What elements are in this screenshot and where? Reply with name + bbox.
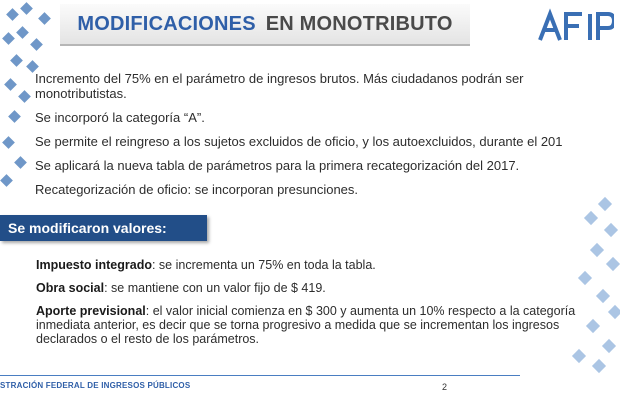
detail-text: : se incrementa un 75% en toda la tabla.: [151, 258, 376, 272]
page-title: [77, 13, 452, 36]
footer-divider: [0, 375, 520, 376]
logo-text: AFIP: [536, 8, 539, 9]
detail-text: : se mantiene con un valor fijo de $ 419.: [104, 281, 326, 295]
bullet-item: Incremento del 75% en el parámetro de ingresos brutos. Más ciudadanos podrán ser monotributistas.: [35, 71, 524, 101]
bullet-item: Recategorización de oficio: se incorporan presunciones.: [35, 182, 359, 197]
detail-item: [36, 304, 576, 346]
detail-key: Obra social: [36, 281, 105, 295]
section-banner: Se modificaron valores:: [0, 215, 207, 241]
detail-key: Impuesto integrado: [36, 258, 152, 272]
title-part-2: EN MONOTRIBUTO: [265, 12, 453, 35]
detail-item: [36, 281, 576, 295]
bullet-item: Se permite el reingreso a los sujetos excluidos de oficio, y los autoexcluidos, durante el 201: [35, 134, 563, 149]
detail-text: : el valor inicial comienza en $ 300 y aumenta un 10% respecto a la categoría inmediata anterior, es decir que se torna progresivo a medida que se incrementan los ingresos declarados o el resto de los parámetros.: [36, 304, 576, 346]
title-bar: [60, 4, 470, 46]
title-part-1: MODIFICACIONES: [77, 12, 256, 35]
detail-key: Aporte previsional: [36, 304, 146, 318]
bullet-list: [35, 71, 620, 206]
page-number: 2: [442, 382, 448, 392]
detail-item: [36, 258, 576, 272]
details-list: [36, 258, 576, 355]
footer-text: STRACIÓN FEDERAL DE INGRESOS PÚBLICOS: [0, 381, 191, 390]
bullet-item: Se incorporó la categoría “A”.: [35, 110, 205, 125]
bullet-item: Se aplicará la nueva tabla de parámetros para la primera recategorización del 2017.: [35, 158, 520, 173]
afip-logo: [536, 8, 614, 44]
